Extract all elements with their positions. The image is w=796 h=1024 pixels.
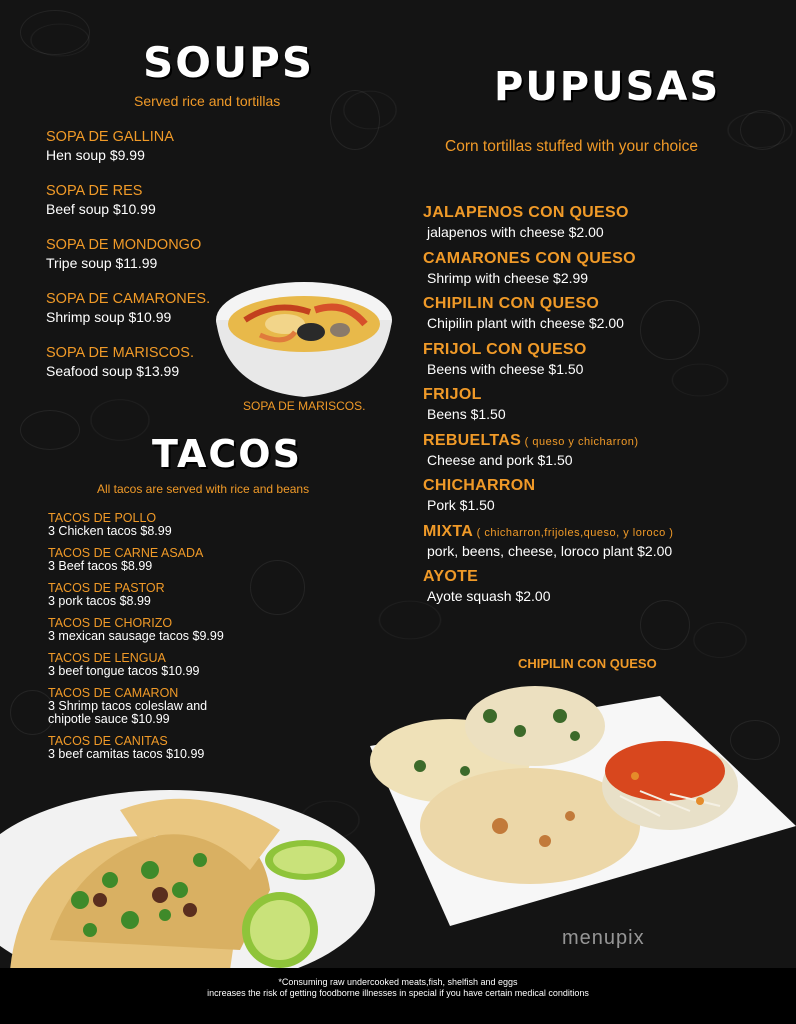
- item-name: SOPA DE MONDONGO: [46, 237, 202, 253]
- list-item: [48, 687, 318, 726]
- list-item: [48, 735, 318, 761]
- item-name: [423, 249, 783, 270]
- pupusas-plate-image: [360, 676, 796, 936]
- item-name-text: CAMARONES CON QUESO: [423, 249, 636, 267]
- tacos-title: TACOS: [152, 432, 302, 476]
- item-name: [423, 385, 783, 406]
- item-name: SOPA DE MARISCOS.: [46, 345, 194, 361]
- list-item: [423, 203, 783, 249]
- taco-list: [48, 512, 318, 770]
- list-item: [46, 128, 266, 182]
- doodle-lime-icon: [20, 410, 80, 450]
- item-name: [423, 522, 783, 543]
- pupusa-image-caption: CHIPILIN CON QUESO: [518, 656, 657, 671]
- item-description: Hen soup $9.99: [46, 147, 145, 163]
- item-name: SOPA DE CAMARONES.: [46, 291, 211, 307]
- footer-disclaimer: [0, 968, 796, 1024]
- item-name-text: CHIPILIN CON QUESO: [423, 295, 600, 312]
- item-description: 3 beef tongue tacos $10.99: [48, 664, 200, 678]
- item-name-text: REBUELTAS: [423, 431, 522, 449]
- item-description: 3 Beef tacos $8.99: [48, 559, 153, 573]
- item-description: Shrimp soup $10.99: [46, 309, 172, 325]
- list-item: [423, 294, 783, 340]
- item-name: TACOS DE CANITAS: [48, 734, 168, 748]
- item-description: 3 mexican sausage tacos $9.99: [48, 629, 224, 643]
- item-description: Pork $1.50: [427, 497, 495, 513]
- footer-line: *Consuming raw undercooked meats,fish, shelfish and eggs: [278, 977, 518, 987]
- footer-line: increases the risk of getting foodborne illnesses in special if you have certain medical conditions: [207, 988, 589, 998]
- item-name: SOPA DE RES: [46, 183, 143, 199]
- item-name-text: FRIJOL CON QUESO: [423, 340, 587, 358]
- soups-subtitle: Served rice and tortillas: [134, 93, 281, 109]
- item-description: 3 beef camitas tacos $10.99: [48, 747, 205, 761]
- item-description: Beens $1.50: [427, 406, 506, 422]
- item-name: TACOS DE LENGUA: [48, 651, 166, 665]
- item-name: [423, 340, 783, 361]
- item-description: Seafood soup $13.99: [46, 363, 180, 379]
- item-description: Chipilin plant with cheese $2.00: [427, 315, 624, 331]
- item-name-text: JALAPENOS CON QUESO: [423, 204, 629, 221]
- list-item: [423, 340, 783, 386]
- item-name-text: FRIJOL: [423, 386, 482, 403]
- item-description: 3 Chicken tacos $8.99: [48, 524, 172, 538]
- item-name-text: AYOTE: [423, 568, 479, 585]
- item-name: TACOS DE PASTOR: [48, 581, 165, 595]
- item-note: ( chicharron,frijoles,queso, y loroco ): [473, 526, 674, 539]
- list-item: [46, 182, 266, 236]
- item-name-text: MIXTA: [423, 522, 474, 540]
- list-item: [48, 652, 318, 678]
- item-name: SOPA DE GALLINA: [46, 129, 174, 145]
- list-item: [423, 385, 783, 431]
- item-name: TACOS DE POLLO: [48, 511, 157, 525]
- item-name: [423, 476, 783, 497]
- item-description: Shrimp with cheese $2.99: [427, 269, 589, 286]
- item-description: Tripe soup $11.99: [46, 255, 158, 271]
- list-item: [48, 512, 318, 538]
- item-name: TACOS DE CARNE ASADA: [48, 546, 204, 560]
- pupusas-title: PUPUSAS: [494, 64, 721, 110]
- item-description: Beef soup $10.99: [46, 201, 156, 217]
- item-description: Cheese and pork $1.50: [427, 451, 573, 468]
- pupusa-list: [423, 203, 783, 613]
- item-name: [423, 203, 783, 224]
- doodle-avocado-icon: [740, 110, 785, 150]
- item-description: Ayote squash $2.00: [427, 588, 551, 604]
- list-item: [423, 431, 783, 477]
- tacos-plate-image: [0, 780, 376, 970]
- pupusas-subtitle: Corn tortillas stuffed with your choice: [445, 138, 698, 155]
- item-description: 3 pork tacos $8.99: [48, 594, 151, 608]
- list-item: [423, 567, 783, 613]
- item-description: Beens with cheese $1.50: [427, 360, 584, 377]
- item-name: [423, 431, 783, 452]
- list-item: [48, 582, 318, 608]
- item-description: 3 Shrimp tacos coleslaw and chipotle sauce $10.99: [48, 699, 208, 726]
- list-item: [423, 249, 783, 295]
- item-name-text: CHICHARRON: [423, 477, 536, 494]
- list-item: [423, 522, 783, 568]
- doodle-avocado-icon: [330, 90, 380, 150]
- list-item: [48, 617, 318, 643]
- item-name: TACOS DE CHORIZO: [48, 616, 173, 630]
- soup-image-caption: SOPA DE MARISCOS.: [243, 399, 366, 413]
- item-description: pork, beens, cheese, loroco plant $2.00: [427, 542, 673, 559]
- item-name: [423, 567, 783, 588]
- item-name: [423, 294, 783, 315]
- doodle-taco-icon: [20, 10, 90, 55]
- soups-title: SOUPS: [143, 38, 315, 87]
- watermark: menupix: [562, 927, 645, 949]
- list-item: [423, 476, 783, 522]
- item-name: TACOS DE CAMARON: [48, 686, 179, 700]
- item-description: jalapenos with cheese $2.00: [427, 224, 604, 240]
- list-item: [48, 547, 318, 573]
- tacos-subtitle: All tacos are served with rice and beans: [97, 482, 310, 496]
- item-note: ( queso y chicharron): [521, 435, 639, 448]
- soup-bowl-image: [215, 280, 393, 398]
